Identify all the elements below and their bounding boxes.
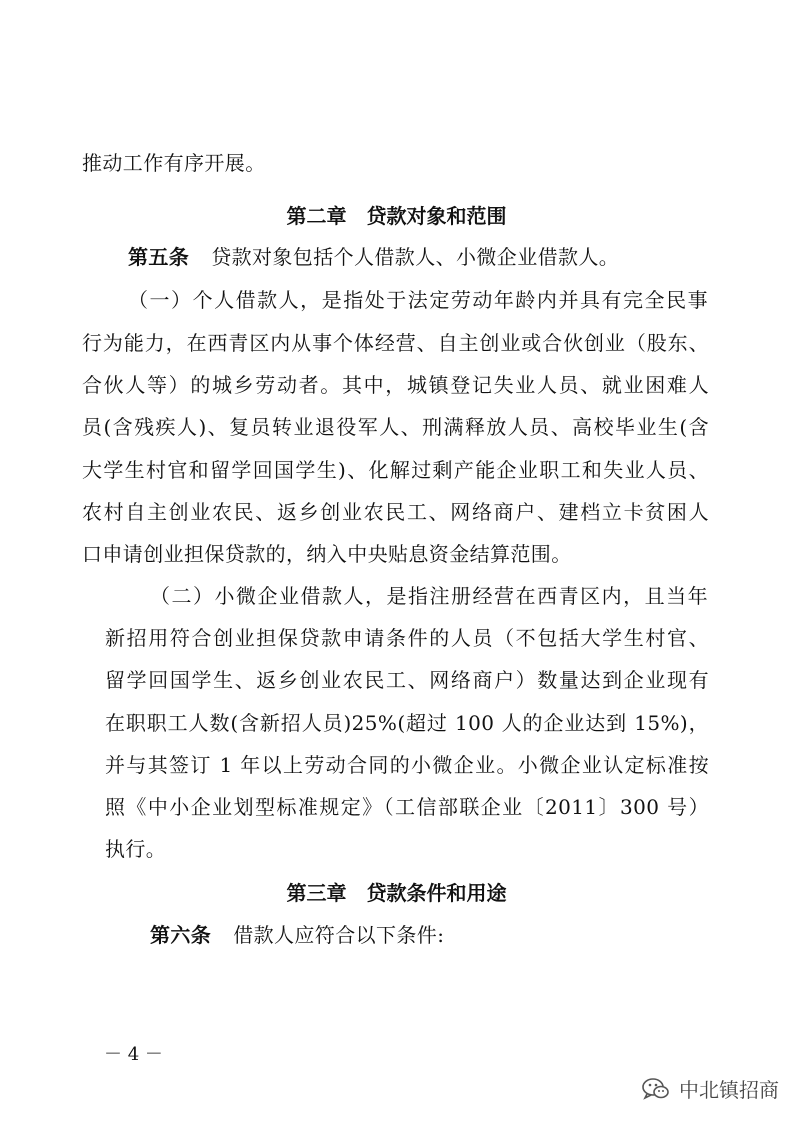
paragraph-line: 口申请创业担保贷款的，纳入中央贴息资金结算范围。	[82, 542, 572, 566]
chapter-three-heading: 第三章 贷款条件和用途	[286, 881, 507, 905]
body-line: 推动工作有序开展。	[82, 151, 266, 175]
watermark-text: 中北镇招商	[679, 1078, 779, 1102]
paragraph-line: 员(含残疾人)、复员转业退役军人、刑满释放人员、高校毕业生(含	[82, 415, 709, 439]
page-number: － 4 －	[104, 1044, 163, 1065]
paragraph-line: 行为能力，在西青区内从事个体经营、自主创业或合伙创业（股东、	[82, 331, 709, 355]
watermark	[641, 1074, 779, 1103]
chapter-two-heading: 第二章 贷款对象和范围	[286, 204, 507, 228]
article-five-label: 第五条	[128, 245, 190, 269]
paragraph-line: 在职职工人数(含新招人员)25%(超过 100 人的企业达到 15%)，	[105, 711, 709, 735]
paragraph-line: 农村自主创业农民、返乡创业农民工、网络商户、建档立卡贫困人	[82, 500, 709, 524]
paragraph-line: 照《中小企业划型标准规定》（工信部联企业〔2011〕300 号）	[105, 795, 709, 819]
article-five	[128, 244, 619, 270]
article-six-text: 借款人应符合以下条件:	[233, 923, 445, 947]
article-five-text: 贷款对象包括个人借款人、小微企业借款人。	[211, 245, 620, 269]
paragraph-line: 新招用符合创业担保贷款申请条件的人员（不包括大学生村官、	[105, 626, 709, 650]
paragraph-line: 执行。	[105, 837, 167, 861]
article-six-label: 第六条	[150, 923, 212, 947]
paragraph-line: 并与其签订 1 年以上劳动合同的小微企业。小微企业认定标准按	[105, 753, 709, 777]
paragraph-line: （二）小微企业借款人，是指注册经营在西青区内，且当年	[150, 584, 708, 608]
wechat-icon	[641, 1077, 671, 1101]
article-six	[150, 922, 444, 948]
paragraph-line: 留学回国学生、返乡创业农民工、网络商户）数量达到企业现有	[105, 668, 709, 692]
paragraph-line: 合伙人等）的城乡劳动者。其中，城镇登记失业人员、就业困难人	[82, 373, 709, 397]
paragraph-line: （一）个人借款人，是指处于法定劳动年龄内并具有完全民事	[128, 288, 708, 312]
paragraph-line: 大学生村官和留学回国学生)、化解过剩产能企业职工和失业人员、	[82, 458, 709, 482]
